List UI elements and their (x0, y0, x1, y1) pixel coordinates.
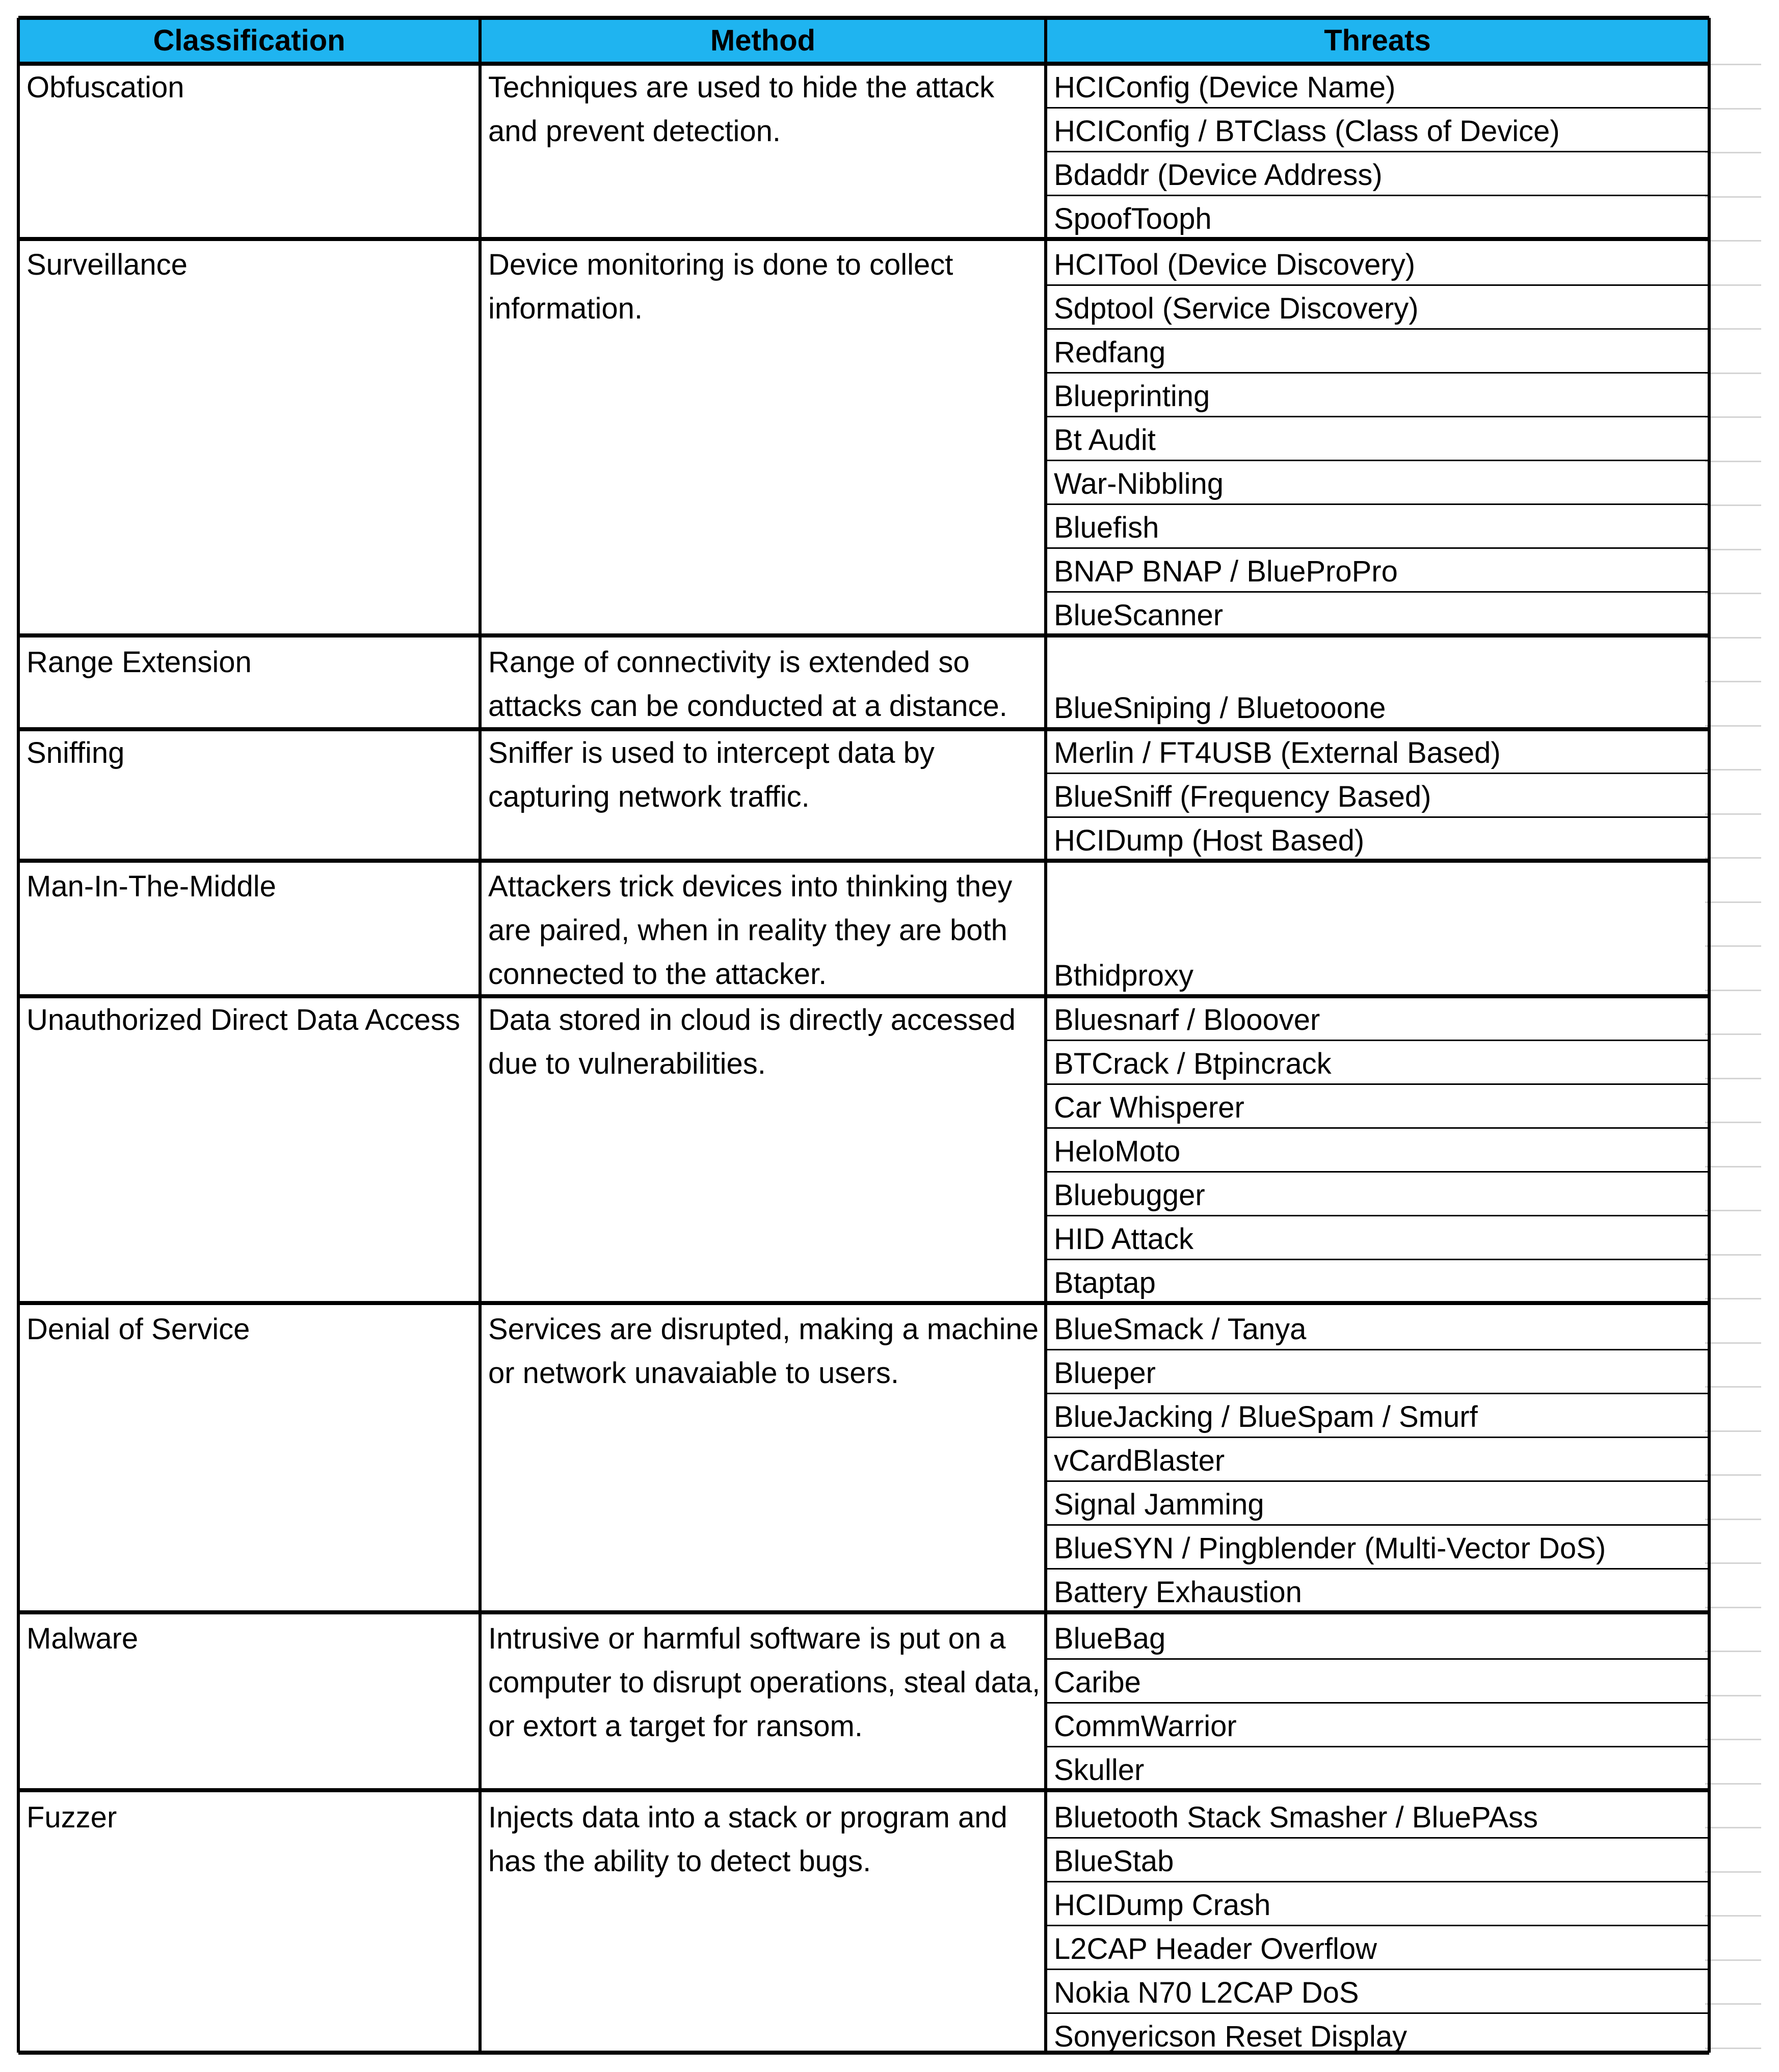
threat-row-divider (1046, 1969, 1709, 1970)
threat-cell: Bdaddr (Device Address) (1054, 158, 1383, 192)
threat-row-divider (1046, 2012, 1709, 2014)
threat-row-divider (1046, 1171, 1709, 1173)
threat-row-divider (1046, 503, 1709, 505)
threat-row-divider (1046, 195, 1709, 196)
threat-cell: Battery Exhaustion (1054, 1576, 1302, 1609)
sheet-gridline (1705, 1166, 1761, 1167)
threat-cell: Btaptap (1054, 1266, 1156, 1299)
threat-cell: Nokia N70 L2CAP DoS (1054, 1976, 1359, 2009)
sheet-gridline (1705, 725, 1761, 727)
threat-cell: HCIConfig (Device Name) (1054, 71, 1396, 104)
classification-cell: Unauthorized Direct Data Access (26, 1003, 461, 1037)
threat-row-divider (1046, 460, 1709, 461)
sheet-gridline (1705, 328, 1761, 330)
method-cell: Device monitoring is done to collect information. (488, 248, 953, 325)
sheet-gridline (1705, 504, 1761, 506)
sheet-gridline (1705, 2003, 1761, 2005)
threat-cell: HCITool (Device Discovery) (1054, 248, 1416, 281)
threat-cell: Blueprinting (1054, 380, 1210, 413)
sheet-gridline (1705, 64, 1761, 65)
threat-row-divider (1046, 1881, 1709, 1882)
threat-cell: War-Nibbling (1054, 467, 1224, 500)
threat-cell: vCardBlaster (1054, 1444, 1225, 1477)
threat-row-divider (1046, 773, 1709, 774)
threat-row-divider (1046, 1524, 1709, 1526)
threat-cell: Sonyericson Reset Display (1054, 2020, 1408, 2053)
sheet-gridline (1705, 990, 1761, 991)
threat-row-divider (1046, 816, 1709, 818)
sheet-gridline (1705, 1519, 1761, 1520)
threat-cell: Signal Jamming (1054, 1488, 1264, 1521)
header-classification: Classification (153, 24, 346, 57)
sheet-gridline (1705, 284, 1761, 286)
group-bottom-border (18, 2051, 1709, 2055)
threat-cell: L2CAP Header Overflow (1054, 1932, 1377, 1965)
sheet-gridline (1705, 1607, 1761, 1608)
sheet-gridline (1705, 1562, 1761, 1564)
classification-cell: Sniffing (26, 736, 125, 769)
method-cell: Intrusive or harmful software is put on a computer to disrupt operations, steal data, or extort a target for ransom. (488, 1622, 1041, 1743)
sheet-gridline (1705, 1827, 1761, 1828)
sheet-gridline (1705, 549, 1761, 550)
threat-cell: CommWarrior (1054, 1710, 1237, 1743)
sheet-gridline (1705, 1474, 1761, 1476)
threat-cell: Redfang (1054, 336, 1166, 369)
classification-cell: Denial of Service (26, 1313, 250, 1346)
classification-cell: Fuzzer (26, 1801, 117, 1834)
threat-cell: Blueper (1054, 1357, 1156, 1390)
threat-row-divider (1046, 1568, 1709, 1570)
threat-row-divider (1046, 547, 1709, 549)
sheet-gridline (1705, 901, 1761, 903)
threat-row-divider (1046, 1259, 1709, 1260)
sheet-gridline (1705, 1254, 1761, 1256)
threat-cell: BlueBag (1054, 1622, 1166, 1655)
threat-cell: Bthidproxy (1054, 959, 1194, 992)
classification-cell: Malware (26, 1622, 139, 1655)
threat-row-divider (1046, 1127, 1709, 1129)
threat-row-divider (1046, 1480, 1709, 1482)
sheet-gridline (1705, 681, 1761, 682)
sheet-gridline (1705, 1915, 1761, 1917)
threat-cell: Car Whisperer (1054, 1091, 1244, 1124)
threat-row-divider (1046, 1658, 1709, 1660)
group-bottom-border (18, 633, 1709, 637)
method-cell: Techniques are used to hide the attack and prevent detection. (488, 71, 995, 148)
sheet-gridline (1705, 1078, 1761, 1079)
sheet-gridline (1705, 769, 1761, 771)
sheet-gridline (1705, 813, 1761, 815)
sheet-gridline (1705, 1651, 1761, 1652)
threat-row-divider (1046, 1837, 1709, 1839)
threat-row-divider (1046, 416, 1709, 417)
group-bottom-border (18, 1610, 1709, 1614)
threat-cell: SpoofTooph (1054, 202, 1212, 235)
threat-row-divider (1046, 1746, 1709, 1747)
sheet-gridline (1705, 373, 1761, 374)
threat-cell: BTCrack / Btpincrack (1054, 1047, 1332, 1080)
threat-cell: BlueSniff (Frequency Based) (1054, 780, 1431, 813)
threat-row-divider (1046, 1083, 1709, 1085)
threat-row-divider (1046, 328, 1709, 330)
sheet-gridline (1705, 1783, 1761, 1785)
threat-row-divider (1046, 1702, 1709, 1704)
threat-cell: Caribe (1054, 1666, 1141, 1699)
threat-cell: Sdptool (Service Discovery) (1054, 292, 1419, 325)
classification-cell: Obfuscation (26, 71, 184, 104)
threat-cell: Skuller (1054, 1754, 1145, 1787)
threat-cell: BlueSmack / Tanya (1054, 1313, 1307, 1346)
threat-cell: BlueSYN / Pingblender (Multi-Vector DoS) (1054, 1532, 1606, 1565)
group-bottom-border (18, 994, 1709, 998)
sheet-gridline (1705, 1871, 1761, 1873)
threat-cell: BlueScanner (1054, 599, 1224, 632)
sheet-gridline (1705, 1342, 1761, 1344)
method-cell: Data stored in cloud is directly accessed due to vulnerabilities. (488, 1003, 1016, 1080)
sheet-gridline (1705, 1739, 1761, 1740)
threat-row-divider (1046, 1437, 1709, 1438)
sheet-gridline (1705, 637, 1761, 639)
group-bottom-border (18, 237, 1709, 241)
threat-cell: HID Attack (1054, 1223, 1193, 1256)
sheet-gridline (1705, 1695, 1761, 1696)
threat-row-divider (1046, 1349, 1709, 1350)
sheet-gridline (1705, 152, 1761, 153)
sheet-gridline (1705, 2048, 1761, 2049)
table-right-border (1708, 18, 1711, 2053)
threat-row-divider (1046, 1393, 1709, 1394)
table-left-border (17, 18, 20, 2053)
threat-row-divider (1046, 1040, 1709, 1041)
sheet-gridline (1705, 1386, 1761, 1388)
sheet-gridline (1705, 1122, 1761, 1123)
threat-row-divider (1046, 1925, 1709, 1926)
threat-row-divider (1046, 151, 1709, 152)
sheet-gridline (1705, 857, 1761, 859)
sheet-gridline (1705, 593, 1761, 594)
method-cell: Services are disrupted, making a machine or network unavaiable to users. (488, 1313, 1039, 1390)
threat-cell: Bluesnarf / Blooover (1054, 1003, 1320, 1037)
threat-cell: BlueJacking / BlueSpam / Smurf (1054, 1400, 1478, 1433)
sheet-gridline (1705, 461, 1761, 462)
method-cell: Range of connectivity is extended so attacks can be conducted at a distance. (488, 646, 1007, 723)
threat-cell: Bt Audit (1054, 423, 1156, 457)
threat-cell: BlueStab (1054, 1845, 1174, 1878)
threat-cell: HeloMoto (1054, 1135, 1181, 1168)
column-divider (479, 18, 482, 2053)
method-cell: Sniffer is used to intercept data by capturing network traffic. (488, 736, 935, 813)
sheet-gridline (1705, 240, 1761, 242)
threat-cell: Bluebugger (1054, 1179, 1205, 1212)
header-bottom-border (18, 62, 1709, 66)
header-threats: Threats (1324, 24, 1431, 57)
sheet-gridline (1705, 1430, 1761, 1432)
group-bottom-border (18, 859, 1709, 863)
column-divider (1044, 18, 1047, 2053)
sheet-gridline (1705, 1033, 1761, 1035)
threat-cell: Merlin / FT4USB (External Based) (1054, 736, 1501, 769)
classification-cell: Range Extension (26, 646, 252, 679)
sheet-gridline (1705, 1959, 1761, 1961)
threat-cell: Bluetooth Stack Smasher / BluePAss (1054, 1801, 1538, 1834)
group-bottom-border (18, 1788, 1709, 1792)
threat-cell: BlueSniping / Bluetooone (1054, 692, 1386, 725)
threat-cell: Bluefish (1054, 511, 1159, 544)
method-cell: Injects data into a stack or program and has the ability to detect bugs. (488, 1801, 1007, 1878)
threat-cell: HCIDump (Host Based) (1054, 824, 1365, 857)
group-bottom-border (18, 1301, 1709, 1305)
sheet-gridline (1705, 1298, 1761, 1299)
threat-row-divider (1046, 372, 1709, 374)
sheet-gridline (1705, 945, 1761, 947)
threat-cell: HCIDump Crash (1054, 1889, 1271, 1922)
threat-row-divider (1046, 284, 1709, 286)
sheet-gridline (1705, 196, 1761, 198)
threat-row-divider (1046, 591, 1709, 593)
sheet-gridline (1705, 108, 1761, 110)
table-top-border (18, 16, 1709, 20)
group-bottom-border (18, 727, 1709, 731)
classification-cell: Surveillance (26, 248, 188, 281)
threat-cell: BNAP BNAP / BlueProPro (1054, 555, 1398, 588)
threat-row-divider (1046, 107, 1709, 109)
sheet-gridline (1705, 1210, 1761, 1211)
threat-cell: HCIConfig / BTClass (Class of Device) (1054, 115, 1560, 148)
threat-row-divider (1046, 1215, 1709, 1216)
method-cell: Attackers trick devices into thinking they are paired, when in reality they are both connected to the attacker. (488, 870, 1013, 991)
sheet-gridline (1705, 416, 1761, 418)
classification-cell: Man-In-The-Middle (26, 870, 276, 903)
header-method: Method (710, 24, 816, 57)
